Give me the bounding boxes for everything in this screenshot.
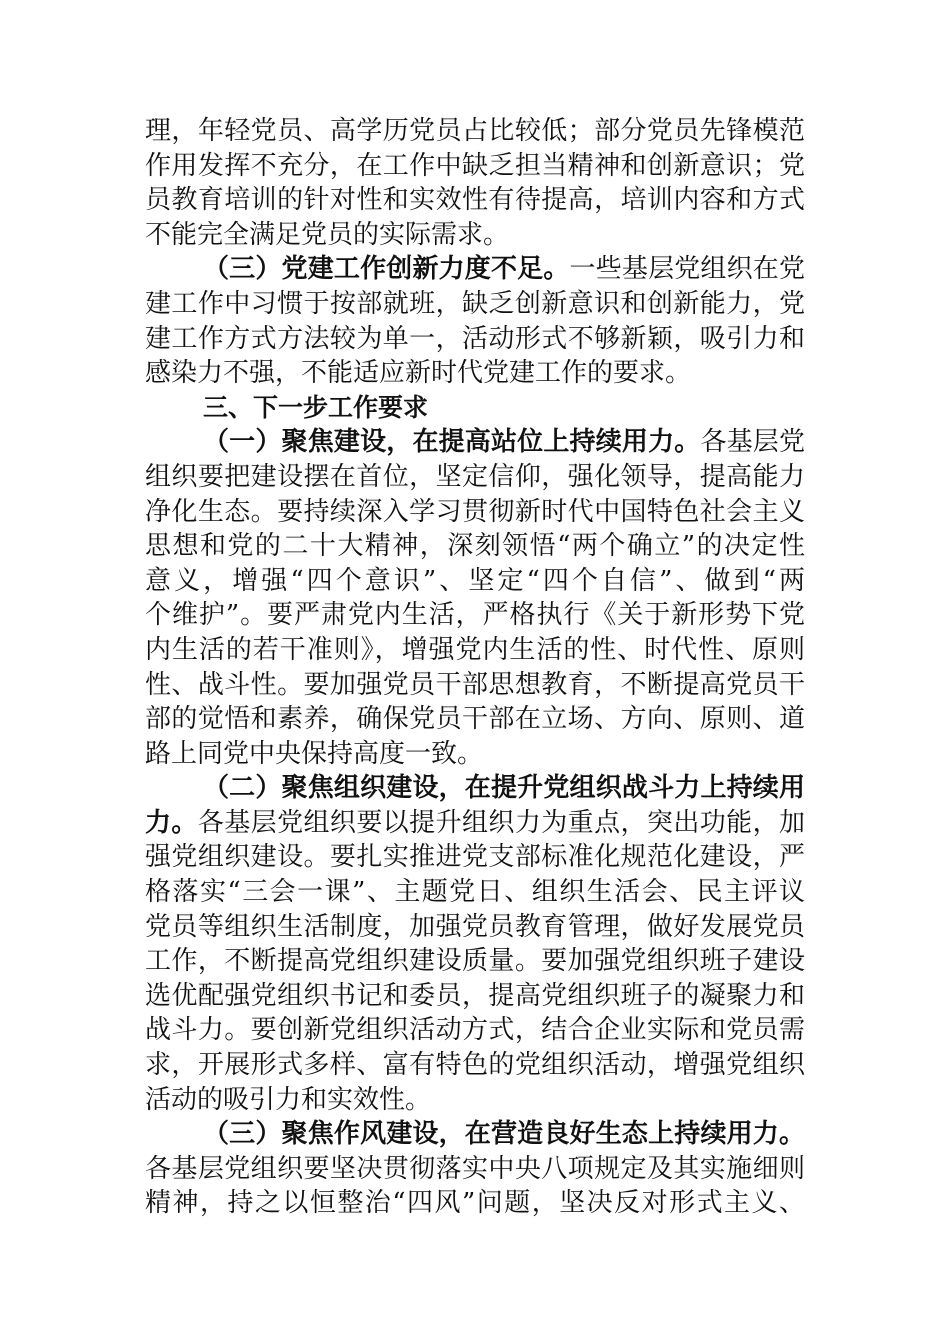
text-line: 强党组织建设。要扎实推进党支部标准化规范化建设，严: [145, 842, 805, 873]
paragraph-text: 各基层党组织要以提升组织力为重点，突出功能，加: [197, 807, 805, 838]
document-page: [145, 114, 805, 1221]
text-line: 求，开展形式多样、富有特色的党组织活动，增强党组织: [145, 1050, 805, 1081]
text-line: 性、战斗性。要加强党员干部思想教育，不断提高党员干: [145, 669, 805, 700]
paragraph-1: [145, 114, 805, 252]
paragraph-2: [145, 252, 805, 390]
text-line: 个维护”。要严肃党内生活，严格执行《关于新形势下党: [145, 600, 805, 631]
text-line: 建工作方式方法较为单一，活动形式不够新颖，吸引力和: [145, 323, 805, 354]
paragraph-text: 各基层党: [700, 427, 805, 458]
paragraph-lead: 力。: [145, 807, 198, 838]
text-line: 各基层党组织要坚决贯彻落实中央八项规定及其实施细则: [145, 1153, 805, 1184]
paragraph-lead: （三）党建工作创新力度不足。: [203, 254, 570, 285]
paragraph-lead: （三）聚焦作风建设，在营造良好生态上持续用力。: [203, 1119, 805, 1150]
text-line: 组织要把建设摆在首位，坚定信仰，强化领导，提高能力: [145, 461, 805, 492]
text-line: 活动的吸引力和实效性。: [145, 1084, 432, 1115]
paragraph-lead: （二）聚焦组织建设，在提升党组织战斗力上持续用: [203, 773, 805, 804]
paragraph-lead: （一）聚焦建设，在提高站位上持续用力。: [203, 427, 701, 458]
text-line: 建工作中习惯于按部就班，缺乏创新意识和创新能力，党: [145, 288, 805, 319]
section-heading: 三、下一步工作要求: [203, 392, 429, 422]
text-line: [145, 425, 805, 460]
text-line: 选优配强党组织书记和委员，提高党组织班子的凝聚力和: [145, 980, 805, 1011]
paragraph-5: [145, 1117, 805, 1221]
text-line: 净化生态。要持续深入学习贯彻新时代中国特色社会主义: [145, 496, 805, 527]
text-line: 格落实“三会一课”、主题党日、组织生活会、民主评议: [145, 877, 805, 908]
paragraph-4: [145, 771, 805, 1117]
text-line: 路上同党中央保持高度一致。: [145, 738, 484, 769]
paragraph-text: 一些基层党组织在党: [569, 254, 805, 285]
text-line: 不能完全满足党员的实际需求。: [145, 219, 510, 250]
text-line: [145, 806, 805, 841]
text-line: 感染力不强，不能适应新时代党建工作的要求。: [145, 358, 692, 389]
text-line: 内生活的若干准则》，增强党内生活的性、时代性、原则: [145, 634, 805, 665]
text-line: [145, 252, 805, 287]
text-line: 战斗力。要创新党组织活动方式，结合企业实际和党员需: [145, 1015, 805, 1046]
paragraph-3: [145, 425, 805, 771]
text-line: 部的觉悟和素养，确保党员干部在立场、方向、原则、道: [145, 704, 805, 735]
text-line: 思想和党的二十大精神，深刻领悟“两个确立”的决定性: [145, 531, 805, 562]
text-line: 理，年轻党员、高学历党员占比较低；部分党员先锋模范: [145, 116, 805, 146]
text-line: 意义，增强“四个意识”、坚定“四个自信”、做到“两: [145, 565, 805, 596]
text-line: 精神，持之以恒整治“四风”问题，坚决反对形式主义、: [145, 1188, 805, 1219]
text-line: 工作，不断提高党组织建设质量。要加强党组织班子建设: [145, 946, 805, 977]
text-line: 党员等组织生活制度，加强党员教育管理，做好发展党员: [145, 911, 805, 942]
text-line: 员教育培训的针对性和实效性有待提高，培训内容和方式: [145, 185, 805, 216]
text-line: 作用发挥不充分，在工作中缺乏担当精神和创新意识；党: [145, 150, 805, 181]
